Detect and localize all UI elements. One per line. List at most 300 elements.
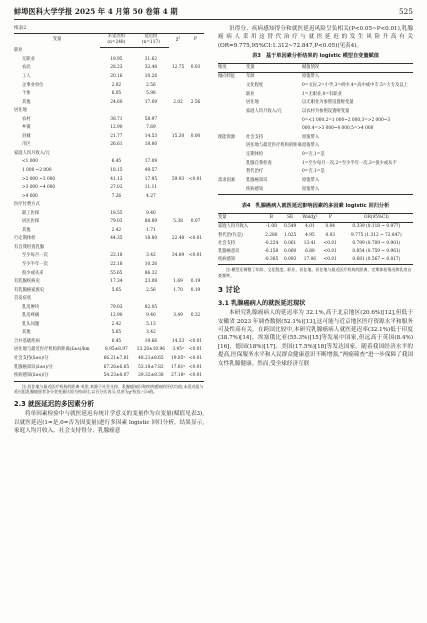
cell-variable: 居住地与最近医疗机构的距离 (246, 143, 302, 149)
cell-delay: 32.48 (144, 65, 158, 71)
results-paragraph: 识得分、疾病感知得分和就医延迟风险呈负相关(P<0.05~P<0.01),乳腺癌病人采用这替代治疗与就医延迟的发生风险升高有关(OR=9.775,95%CI:1.312~72.847,P<0.05)(见表4)。 (218, 26, 413, 49)
cell-chi2 (169, 193, 187, 202)
cell-p (187, 201, 204, 210)
row-label: 至少半年一次 (22, 261, 48, 267)
cell-chi2: 15.30 (171, 133, 185, 139)
cell-variable: 社会支持 (246, 134, 264, 140)
row-label: 有自我检查乳腺 (14, 244, 45, 250)
cell-no-delay: 7.26 (111, 193, 122, 199)
cell-no-delay: 55.65 (110, 270, 123, 276)
cell-variable: 家庭人均月收入/元 (246, 108, 282, 114)
cell-p (187, 116, 204, 125)
row-label: 很少或从来 (22, 270, 44, 276)
cell-p: 0.07 (190, 219, 201, 225)
cell-chi2 (169, 227, 187, 236)
table-row (14, 261, 204, 270)
t4-col-se: SE (281, 214, 299, 223)
cell-no-delay: 66.21±7.81 (103, 356, 130, 361)
row-label: 职业 (14, 48, 23, 54)
cell-assignment: 1=无职业,0=有职业 (302, 91, 342, 97)
cell-chi2 (169, 158, 187, 167)
cell-no-delay (100, 244, 133, 253)
cell-dimension (218, 117, 246, 134)
cell-delay (133, 201, 169, 210)
cell-chi2 (169, 141, 187, 150)
cell-p (187, 261, 204, 270)
table-row (14, 252, 204, 261)
cell-p (187, 141, 204, 150)
t4-col-var: 变量 (218, 214, 261, 223)
table-row (218, 177, 413, 186)
cell-assignment: 原值带入 (302, 186, 413, 195)
cell-delay: 58.97 (144, 116, 158, 122)
table-row (14, 99, 204, 108)
cell-delay: 5.98 (146, 91, 156, 97)
cell-chi2 (169, 321, 187, 330)
cell-no-delay (100, 201, 133, 210)
cell-wald: 4.95 (305, 232, 315, 238)
cell-chi2: 19.85ᵃ (171, 356, 186, 361)
cell-b: -1.08 (265, 224, 277, 230)
cell-delay: 11.11 (144, 185, 158, 191)
cell-delay: 2.56 (146, 82, 156, 88)
table-row (14, 133, 204, 142)
cell-se: 0.061 (283, 240, 297, 246)
cell-p: 0.00 (190, 133, 201, 139)
cell-no-delay: 38.71 (110, 116, 123, 122)
cell-chi2: 22.48 (171, 236, 185, 242)
cell-no-delay (100, 295, 133, 304)
cell-p (187, 244, 204, 253)
cell-chi2: 2.02 (173, 99, 183, 105)
cell-b: -0.158 (264, 249, 279, 255)
table-row (14, 73, 204, 82)
t4-col-b: B (261, 214, 281, 223)
cell-delay (133, 47, 169, 56)
cell-chi2 (169, 56, 187, 65)
table-row (14, 364, 204, 373)
cell-dimension (218, 160, 246, 169)
cell-p (187, 158, 204, 167)
t3-col-dim: 维度 (218, 64, 246, 73)
cell-variable: 疾病感知 (246, 186, 302, 195)
cell-no-delay: 26.61 (110, 142, 123, 148)
cell-p: <0.01 (323, 249, 337, 255)
row-label: 首发症状 (14, 296, 32, 302)
cell-chi2: 3.95ᵃ (172, 347, 184, 353)
cell-delay: 18.80 (144, 142, 158, 148)
cell-delay: 86.32 (144, 270, 158, 276)
table-row (14, 278, 204, 287)
cell-p (187, 124, 204, 133)
cell-no-delay: 22.18 (110, 253, 123, 259)
cell-dimension: 使能资源 (218, 134, 236, 140)
table-2-note: 注:居住地与最近医疗机构的距离-英里,来源于社会支持、乳腺癌知识和疾病感知的评估均值;未延迟组与延迟组乳腺癌患者各分类变量比较为构成比,以百分比表示;其余为χ²检验;ᵃ示t值。 (14, 383, 204, 395)
cell-chi2 (169, 47, 187, 56)
right-column (218, 25, 413, 370)
cell-assignment: 0=否,1=是 (302, 152, 325, 158)
cell-dimension (218, 91, 246, 100)
cell-no-delay: 79.03 (110, 304, 123, 310)
table-4-caption (218, 203, 413, 210)
cell-chi2 (169, 150, 187, 159)
cell-no-delay: 18.15 (110, 167, 123, 173)
cell-wald: 17.06 (299, 256, 321, 265)
table-row (14, 244, 204, 253)
cell-chi2 (169, 73, 187, 82)
cell-b: -0.385 (261, 256, 281, 265)
cell-no-delay: 6.45 (111, 159, 122, 165)
cell-chi2: 1.69 (173, 279, 183, 285)
cell-p (187, 150, 204, 159)
discussion-subheading: 3.1 乳腺癌病人的就医延迟现状 (218, 300, 306, 308)
cell-chi2 (169, 261, 187, 270)
row-label: 乡镇 (22, 125, 31, 131)
cell-p: 0.04 (325, 224, 336, 230)
cell-no-delay (100, 47, 133, 56)
table-3-body (218, 73, 413, 195)
table-row (218, 142, 413, 151)
cell-no-delay (100, 107, 133, 116)
table-3 (218, 63, 413, 195)
table-row (14, 56, 204, 65)
table-row (14, 184, 204, 193)
cell-p: 0.03 (325, 232, 336, 238)
cell-delay (133, 244, 169, 253)
table-row (218, 160, 413, 169)
row-label: 医疗付费方式 (14, 202, 40, 208)
journal-title: 蚌埠医科大学学报 2025 年 4 月第 50 卷第 4 期 (14, 7, 178, 16)
cell-delay: 5.13 (146, 321, 156, 327)
table-row (14, 304, 204, 313)
cell-dimension: 倾向特征 (218, 74, 236, 80)
row-label: >3 000 ~4 000 (22, 185, 56, 191)
cell-dimension (218, 108, 246, 117)
row-label: 家庭人均月收入/元 (14, 150, 50, 156)
cell-chi2: 27.18ᵃ (169, 372, 187, 381)
cell-dimension (218, 151, 246, 160)
cell-p (187, 210, 204, 219)
cell-p: <0.01 (321, 256, 340, 265)
table-row (14, 167, 204, 176)
row-label: 疾病感知(x̄±s)/分 (14, 372, 100, 381)
cell-variable: 乳腺癌意识 (218, 249, 240, 255)
t3-col-var: 变量 (246, 64, 302, 73)
col-header-no-delay-n: (n=248) (100, 40, 133, 47)
cell-no-delay: 2.02 (111, 82, 122, 88)
cell-b: 2.280 (265, 232, 278, 238)
table-row (14, 329, 204, 338)
cell-no-delay: 18.55 (110, 210, 123, 216)
cell-b: -0.224 (264, 240, 279, 246)
col-header-chi2: χ² (169, 34, 187, 48)
cell-assignment: 以农村为参照设置哑变量 (302, 108, 350, 114)
cell-assignment: 0=<1 000,2=1 000~2 000,3=>2 000~3 000,4=>3 000~4 000,5=>4 000 (302, 117, 391, 132)
table-row (14, 158, 204, 167)
table-2-continued (14, 33, 204, 382)
col-header-variable: 变量 (14, 34, 100, 48)
t4-col-or: OR(95%CI) (340, 214, 413, 223)
table-4-title: 乳腺癌病人就医延迟影响因素的多因素 logistic 回归分析 (255, 203, 390, 210)
cell-p: <0.01 (188, 253, 203, 259)
cell-chi2 (169, 167, 187, 176)
cell-delay: 3.42 (146, 330, 156, 336)
table-row (14, 90, 204, 99)
cell-assignment: 0=文盲,2=小学,3=初中,4=高中或中专,5=大专及以上 (302, 82, 408, 88)
table-row (14, 150, 204, 159)
section-2-3-paragraph: 将单因素检验中与就医延迟有统计学意义的变量作为自变量(赋值见表3),以就医延迟(1=是,0=否为因变量)进行多因素 logistic 回归分析。结果显示,家庭人均月收入、社会支持得分、乳腺癌意 (14, 411, 204, 435)
cell-p: 2.56 (190, 99, 201, 105)
cell-p: <0.01 (188, 356, 203, 361)
cell-delay: 14.53 (144, 133, 158, 139)
row-label: 其他 (22, 330, 31, 336)
table-row (14, 295, 204, 304)
cell-no-delay: 67.26±6.65 (103, 364, 130, 370)
cell-no-delay: 44.35 (110, 236, 123, 242)
table-4 (218, 213, 413, 265)
cell-p (187, 193, 204, 202)
cell-delay: 82.05 (144, 304, 158, 310)
table-row (14, 321, 204, 330)
cell-assignment: 原值带入 (302, 134, 320, 140)
col-header-delay-n: (n=117) (133, 40, 169, 47)
cell-dimension: 需求因素 (218, 178, 236, 184)
row-label: 农村 (22, 116, 31, 122)
table-row (14, 82, 204, 91)
cell-delay: 17.09 (144, 99, 158, 105)
table-row (14, 235, 204, 244)
row-label: 职工医保 (22, 210, 40, 216)
cell-no-delay: 17.34 (110, 279, 123, 285)
table-row (14, 64, 204, 73)
cell-chi2: 3.49 (173, 313, 183, 319)
table-row (218, 151, 413, 160)
table-continuation-label: 续表2 (14, 26, 27, 31)
cell-no-delay: 22.18 (110, 261, 123, 267)
cell-variable: 疾病感知 (218, 256, 261, 265)
cell-delay: 23.08 (144, 279, 158, 285)
cell-p (187, 73, 204, 82)
table-row (218, 108, 413, 117)
cell-p (187, 90, 204, 99)
cell-p: 0.19 (190, 287, 201, 293)
cell-or: 0.339 (0.118 ~ 0.977) (352, 224, 401, 230)
cell-no-delay: 20.16 (110, 73, 123, 79)
cell-delay: 53.18±7.82 (138, 364, 164, 370)
cell-p: <0.01 (188, 236, 203, 242)
table-row (14, 372, 204, 381)
cell-p (187, 295, 204, 304)
cell-chi2 (169, 329, 187, 338)
table-row (218, 82, 413, 91)
row-label: <1 000 (22, 159, 38, 165)
cell-chi2 (169, 210, 187, 219)
table-row (14, 201, 204, 210)
table-row (14, 355, 204, 364)
table-4-note: 注:模型还调整了年龄、文化程度、职业、居住地、居住地与最近医疗机构的距离、定期体检情况和乳房自查频率。 (218, 267, 412, 278)
cell-chi2: 34.89 (171, 253, 185, 259)
cell-delay: 4.27 (146, 193, 156, 199)
cell-no-delay: 27.02 (110, 185, 123, 191)
row-label: 无职业 (22, 56, 35, 62)
cell-dimension (218, 168, 246, 177)
cell-no-delay (100, 150, 133, 159)
cell-p (187, 329, 204, 338)
row-label: 企事业单位 (22, 82, 44, 88)
cell-chi2 (169, 295, 187, 304)
cell-delay (133, 150, 169, 159)
table-row (14, 227, 204, 236)
cell-or: 9.775 (1.312 ~ 72.847) (351, 232, 402, 238)
row-label: 居住地与最近医疗机构的距离(x̄±s)/km (14, 347, 90, 353)
cell-or: 0.799 (0.709 ~ 0.901) (352, 240, 401, 246)
row-label: 其他 (22, 99, 31, 105)
col-header-p: P (187, 34, 204, 48)
cell-no-delay: 2.42 (111, 227, 122, 233)
cell-assignment: 原值带入 (302, 143, 320, 149)
cell-dimension (218, 186, 246, 195)
row-label: 有乳腺癌家族史 (14, 287, 45, 293)
table-3-title: 基于单因素分析结果的 logistic 模型自变量赋值 (265, 53, 379, 60)
cell-chi2 (169, 304, 187, 313)
cell-p: <0.01 (188, 176, 203, 182)
row-label: >4 000 (22, 193, 38, 199)
cell-se: 0.549 (283, 224, 297, 230)
cell-p: <0.01 (188, 347, 203, 353)
row-label: 乳房疼痛 (22, 313, 40, 319)
cell-chi2 (169, 82, 187, 91)
cell-p: <0.01 (187, 372, 204, 381)
cell-no-delay: 41.13 (110, 176, 123, 182)
cell-delay: 17.09 (144, 159, 158, 165)
cell-variable: 居住地 (246, 100, 259, 106)
row-label: 行定期体检 (14, 236, 36, 242)
cell-assignment: 0=否,1=是 (302, 169, 325, 175)
cell-chi2: 5.38 (173, 219, 183, 225)
cell-no-delay: 79.03 (110, 219, 123, 225)
row-label: 农民 (22, 65, 31, 71)
cell-no-delay: 12.90 (110, 313, 123, 319)
table-row (218, 99, 413, 108)
table-row (14, 124, 204, 133)
table-row (218, 134, 413, 143)
cell-p: 0.03 (190, 65, 201, 71)
cell-wald: 4.01 (305, 224, 315, 230)
cell-p (187, 184, 204, 193)
cell-assignment: 1=至少每月一次,2=至少半年一次,3=很少或从不 (302, 160, 397, 166)
cell-p (187, 270, 204, 279)
cell-delay: 13.20±10.96 (136, 347, 165, 353)
table-row (218, 117, 413, 134)
cell-chi2 (169, 184, 187, 193)
row-label: 乳腺癌知识(x̄±s)/分 (14, 364, 53, 370)
left-column (14, 25, 204, 436)
row-label: 至少每月一次 (22, 253, 48, 259)
cell-chi2 (169, 116, 187, 125)
table-row (14, 338, 204, 347)
table-row (218, 73, 413, 82)
cell-chi2: 12.75 (171, 65, 185, 71)
cell-delay: 29.32±8.38 (133, 372, 169, 381)
cell-p: <0.01 (323, 240, 337, 246)
cell-chi2 (169, 201, 187, 210)
cell-no-delay: 6.05 (111, 91, 122, 97)
cell-p: 0.19 (190, 279, 201, 285)
cell-delay: 3.42 (146, 253, 156, 259)
col-header-no-delay: 未延迟组 (100, 34, 133, 41)
cell-variable: 替代治疗 (246, 169, 264, 175)
cell-delay: 18.80 (144, 236, 158, 242)
discussion-heading: 3 讨论 (218, 285, 240, 295)
cell-chi2 (169, 107, 187, 116)
table-row (14, 218, 204, 227)
cell-no-delay: 8.95±8.97 (105, 347, 128, 353)
cell-no-delay: 5.65 (111, 330, 122, 336)
table-row (14, 116, 204, 125)
row-label: 乳房肿块 (22, 304, 40, 310)
cell-p (187, 47, 204, 56)
cell-p (187, 56, 204, 65)
cell-no-delay: 21.77 (110, 133, 123, 139)
table-row (218, 232, 413, 240)
cell-delay: 10.26 (144, 73, 158, 79)
row-label: 个体 (22, 91, 31, 97)
cell-p: <0.01 (188, 338, 203, 344)
cell-dimension (218, 82, 246, 91)
row-label: >2 000 ~3 000 (22, 176, 56, 182)
cell-chi2 (169, 244, 187, 253)
cell-delay (133, 295, 169, 304)
t4-col-p: P (321, 214, 340, 223)
cell-delay: 7.69 (146, 125, 156, 131)
cell-no-delay: 6.45 (111, 338, 122, 344)
table-3-caption (218, 53, 413, 60)
page-header (14, 6, 413, 20)
discussion-paragraph: 本研究乳腺癌病人的延迟率为 32.1%,高于北京地区(20.6%)[12],但低于安徽省 2023 年调查数据(52.1%)[13],这可能与近京地区医疗资源水平和服务可及性高有关。在跨国比较中,本研究乳腺癌病人就医延迟率(32.1%)低于印度(38.7%)[14]、埃塞俄比亚(55.3%)[15]等发展中国家,但远高于英国(8.4%)[16]、德国(18%)[17]、美国(17.5%)[18]等发达国家。随着我国经济水平的提高,医保服务水平和人民群众健康意识不断增强,“两癌筛查”进一步保障了我国女性乳腺健康。然而,受全球经济互联 (218, 310, 413, 367)
cell-chi2: 1.70 (173, 287, 183, 293)
table-row (14, 312, 204, 321)
cell-p (187, 107, 204, 116)
cell-variable (246, 117, 302, 134)
table-row (218, 240, 413, 248)
row-label: 其他 (22, 227, 31, 233)
table-row (218, 168, 413, 177)
table-2-body (14, 47, 204, 381)
cell-delay: 17.95 (144, 176, 158, 182)
cell-variable: 社会支持 (218, 240, 236, 246)
cell-no-delay: 18.95 (110, 56, 123, 62)
cell-or: 0.681 (0.567 ~ 0.817) (340, 256, 413, 265)
table-row (218, 91, 413, 100)
cell-assignment: 原值带入 (302, 74, 320, 80)
t3-col-assign: 赋值情况 (302, 64, 413, 73)
cell-variable: 乳腺自我检查 (246, 160, 272, 166)
cell-chi2 (169, 90, 187, 99)
cell-delay (133, 107, 169, 116)
cell-wald: 6.88 (305, 249, 315, 255)
table-row (14, 176, 204, 185)
cell-delay: 1.71 (146, 227, 156, 233)
col-header-delay: 延迟组 (133, 34, 169, 41)
table-row (218, 186, 413, 195)
cell-delay: 19.66 (144, 338, 158, 344)
cell-variable: 替代治疗(是) (218, 232, 243, 238)
table-4-number: 表4 (241, 203, 251, 210)
cell-p (187, 304, 204, 313)
table-row (14, 346, 204, 355)
cell-assignment: 以无职业为参照设置哑变量 (302, 100, 354, 106)
row-label: 合并基础疾病 (14, 338, 40, 344)
